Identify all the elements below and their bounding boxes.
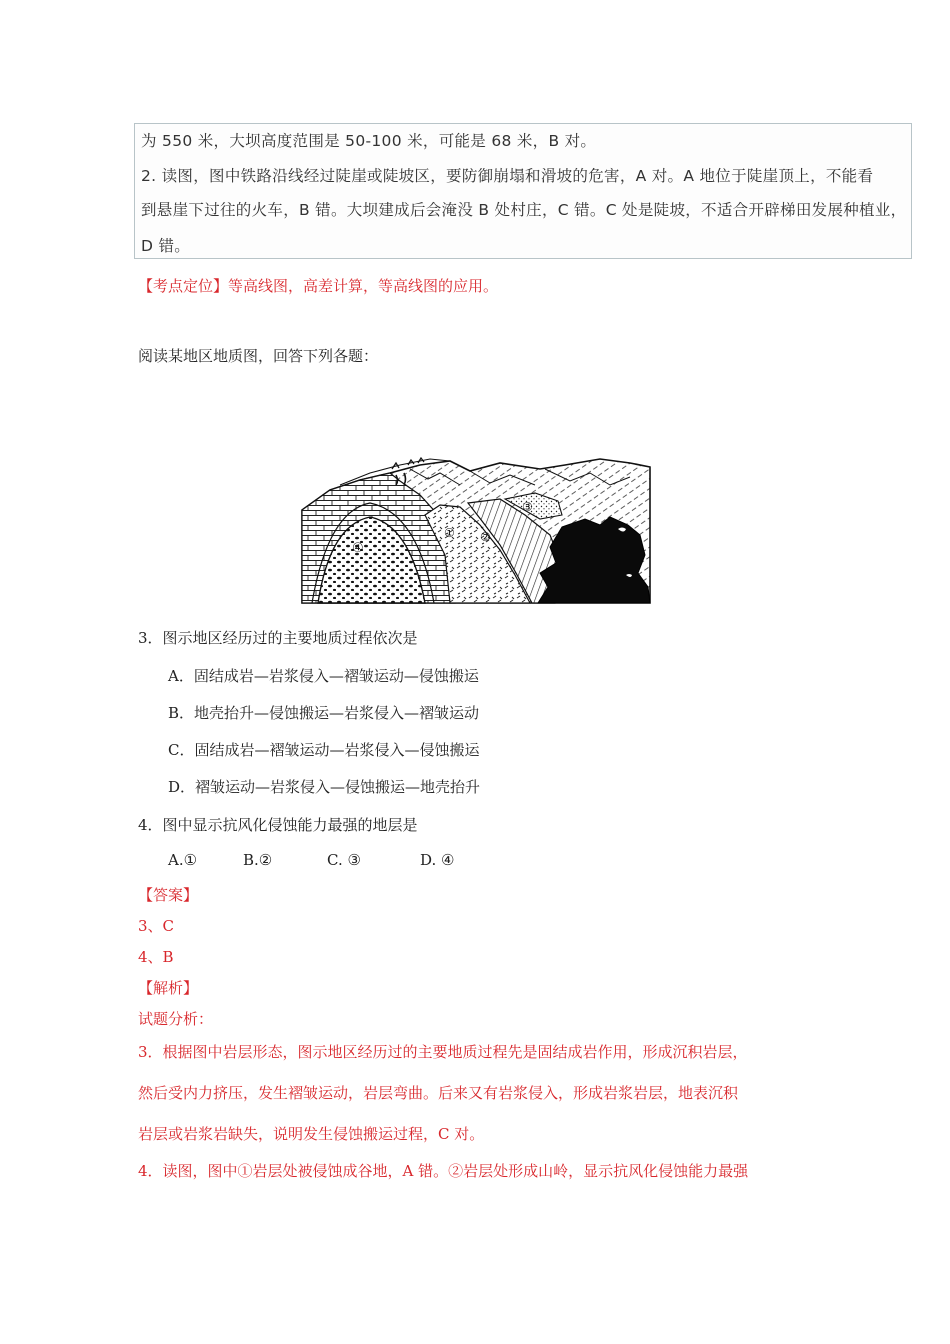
analysis-line-2: 然后受内力挤压，发生褶皱运动，岩层弯曲。后来又有岩浆侵入，形成岩浆岩层，地表沉积 bbox=[138, 1084, 739, 1102]
figure-label-1: ① bbox=[444, 526, 455, 540]
analysis-line-4: 4．读图，图中①岩层处被侵蚀成谷地，A 错。②岩层处形成山岭，显示抗风化侵蚀能力最强 bbox=[138, 1162, 749, 1180]
geology-figure bbox=[300, 455, 652, 607]
analysis-line-1: 3．根据图中岩层形态，图示地区经历过的主要地质过程先是固结成岩作用，形成沉积岩层， bbox=[138, 1043, 748, 1061]
q4-option-b: B.② bbox=[243, 851, 273, 869]
prev-answer-line-1: 为 550 米，大坝高度范围是 50-100 米，可能是 68 米，B 对。 bbox=[141, 132, 597, 150]
analysis-subtitle: 试题分析： bbox=[138, 1010, 214, 1028]
q4-option-a: A.① bbox=[168, 851, 198, 869]
figure-label-4: ④ bbox=[352, 541, 364, 556]
q3-option-a: A．固结成岩—岩浆侵入—褶皱运动—侵蚀搬运 bbox=[168, 667, 479, 685]
analysis-title: 【解析】 bbox=[138, 979, 199, 997]
prev-answer-line-2: 2. 读图，图中铁路沿线经过陡崖或陡坡区，要防御崩塌和滑坡的危害，A 对。A 地位于陡崖顶上，不能看 bbox=[141, 167, 874, 185]
prev-answer-line-4: D 错。 bbox=[141, 237, 191, 255]
figure-label-3: ③ bbox=[522, 500, 533, 514]
q4-option-c: C. ③ bbox=[327, 851, 361, 869]
reading-intro: 阅读某地区地质图，回答下列各题： bbox=[138, 347, 379, 365]
analysis-line-3: 岩层或岩浆岩缺失，说明发生侵蚀搬运过程，C 对。 bbox=[138, 1125, 485, 1143]
q3-option-d: D．褶皱运动—岩浆侵入—侵蚀搬运—地壳抬升 bbox=[168, 778, 481, 796]
q3-stem: 3．图示地区经历过的主要地质过程依次是 bbox=[138, 629, 418, 647]
q4-stem: 4．图中显示抗风化侵蚀能力最强的地层是 bbox=[138, 816, 418, 834]
previous-answer-box bbox=[134, 123, 912, 259]
geology-diagram bbox=[300, 455, 652, 607]
q3-option-b: B．地壳抬升—侵蚀搬运—岩浆侵入—褶皱运动 bbox=[168, 704, 480, 722]
answer-title: 【答案】 bbox=[138, 886, 199, 904]
answer-4: 4、B bbox=[138, 948, 174, 966]
q3-option-c: C．固结成岩—褶皱运动—岩浆侵入—侵蚀搬运 bbox=[168, 741, 480, 759]
answer-3: 3、C bbox=[138, 917, 175, 935]
prev-answer-line-3: 到悬崖下过往的火车，B 错。大坝建成后会淹没 B 处村庄，C 错。C 处是陡坡，不适合开辟梯田发展种植业， bbox=[141, 201, 907, 219]
q4-option-d: D. ④ bbox=[420, 851, 455, 869]
kaodian-line: 【考点定位】等高线图，高差计算，等高线图的应用。 bbox=[138, 277, 499, 295]
figure-label-2: ② bbox=[480, 530, 491, 544]
